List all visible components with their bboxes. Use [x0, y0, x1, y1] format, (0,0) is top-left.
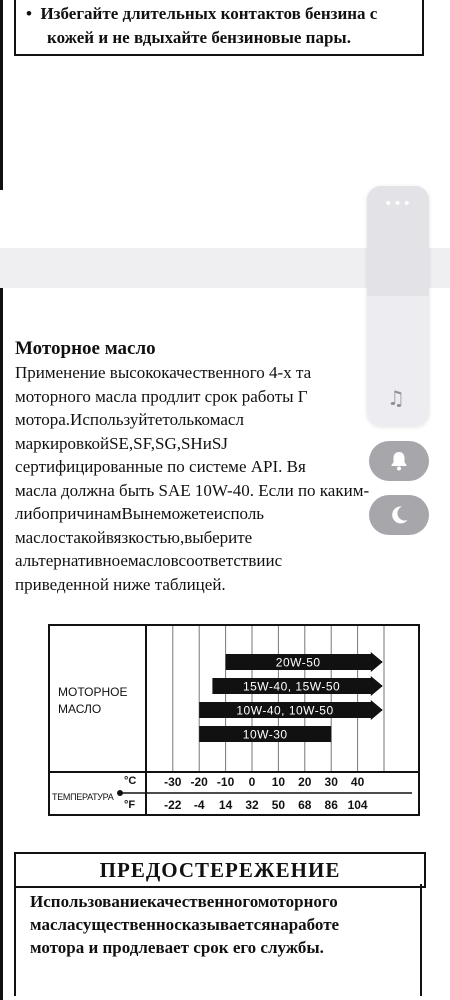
paragraph-line: моторного масла продлит срок работы Г	[15, 386, 308, 406]
paragraph-line	[15, 432, 425, 456]
oil-bar-label: 15W-40, 15W-50	[242, 679, 341, 694]
paragraph-line: приведенной ниже таблицей.	[15, 574, 226, 594]
word: на	[270, 915, 289, 934]
word: моторного	[257, 892, 338, 911]
warning-text-1: Избегайте длительных контактов бензина с	[40, 4, 378, 23]
word: только	[162, 410, 210, 429]
word: причинам	[49, 504, 122, 523]
word: не	[144, 504, 161, 523]
paragraph-line	[15, 502, 425, 526]
unit-fahrenheit: °F	[124, 799, 136, 811]
page-left-rule	[0, 0, 3, 190]
fahrenheit-tick: 86	[324, 798, 338, 812]
word: SF,	[133, 433, 155, 453]
fahrenheit-tick: 68	[298, 798, 312, 812]
word: масло	[15, 527, 59, 547]
word: маркировкой	[15, 433, 110, 453]
celsius-tick: -20	[190, 775, 208, 789]
word: SE,	[109, 433, 134, 453]
caution-title: ПРЕДОСТЕРЕЖЕНИЕ	[14, 852, 426, 888]
word: Используйте	[70, 410, 163, 429]
word: Использование	[30, 892, 147, 911]
word: масл	[209, 410, 244, 429]
celsius-tick: 20	[298, 775, 312, 789]
fahrenheit-tick: 14	[218, 798, 233, 812]
paragraph-line	[15, 526, 425, 550]
paragraph-line: масла должна быть SAE 10W-40. Если по каким-	[15, 480, 370, 500]
fahrenheit-tick: 104	[347, 798, 368, 812]
more-dots-icon[interactable]: •••	[384, 196, 412, 212]
warning-line-1	[26, 2, 377, 26]
celsius-tick: -10	[216, 775, 235, 789]
paragraph-line: сертифицированные по системе API. Вя	[15, 457, 306, 476]
celsius-tick: 10	[271, 775, 286, 789]
word: соответствии	[178, 551, 275, 570]
word: Вы	[121, 504, 145, 523]
word: альтернативное	[15, 551, 128, 570]
word: с	[274, 551, 283, 570]
row-label-line-1: МОТОРНОЕ	[58, 685, 128, 699]
paragraph-line	[15, 408, 425, 432]
word: мотора.	[15, 410, 71, 429]
bell-button[interactable]	[369, 441, 429, 481]
word: сказывается	[174, 915, 271, 934]
paragraph-line: Применение высококачественного 4-х та	[15, 363, 312, 382]
paragraph-line	[15, 549, 425, 573]
bell-icon	[387, 449, 411, 473]
word: можете	[160, 504, 214, 523]
word: либо	[15, 504, 50, 523]
oil-bar-label: 10W-30	[242, 727, 288, 742]
dark-mode-button[interactable]	[369, 495, 429, 535]
word: и	[202, 433, 212, 453]
fahrenheit-tick: 50	[271, 798, 286, 812]
section-title: Моторное масло	[15, 338, 156, 359]
word: выберите	[184, 527, 253, 547]
word: существенно	[75, 915, 175, 934]
page-left-rule-2	[0, 288, 3, 1000]
celsius-tick: 40	[350, 775, 365, 789]
section-paragraph	[15, 361, 425, 596]
floating-panel[interactable]	[367, 186, 429, 426]
temperature-label: ТЕМПЕРАТУРА	[52, 792, 114, 802]
caution-line: мотора и продлевает срок его службы.	[30, 938, 324, 957]
word: в	[170, 551, 179, 570]
word: вязкостью,	[105, 527, 185, 547]
caution-line	[30, 913, 406, 936]
word: масла	[30, 915, 76, 934]
moon-icon	[387, 503, 411, 527]
word: SG,	[154, 433, 181, 453]
caution-body	[14, 884, 422, 996]
caution-line	[30, 890, 406, 913]
word: качественного	[147, 892, 258, 911]
word: масло	[127, 551, 171, 570]
word: SH	[180, 433, 203, 453]
celsius-tick: -30	[164, 775, 182, 789]
word: работе	[288, 915, 340, 934]
fahrenheit-tick: -4	[193, 798, 205, 812]
unit-celsius: °C	[124, 775, 137, 787]
music-note-icon[interactable]: ♫	[387, 386, 405, 410]
fahrenheit-tick: -22	[164, 798, 182, 812]
word: с	[58, 527, 66, 547]
word: исполь	[213, 504, 265, 523]
row-label-line-2: МАСЛО	[58, 702, 102, 716]
oil-bar-label: 10W-40, 10W-50	[236, 703, 334, 718]
word: такой	[65, 527, 106, 547]
oil-viscosity-chart	[48, 624, 420, 816]
warning-line-2: кожей и не вдыхайте бензиновые пары.	[47, 28, 351, 47]
oil-bar-label: 20W-50	[275, 655, 321, 670]
page-top-fragment	[0, 0, 450, 190]
word: SJ	[211, 433, 228, 453]
celsius-tick: 0	[248, 775, 256, 789]
celsius-tick: 30	[324, 775, 338, 789]
fahrenheit-tick: 32	[245, 798, 259, 812]
bullet: •	[26, 4, 32, 23]
